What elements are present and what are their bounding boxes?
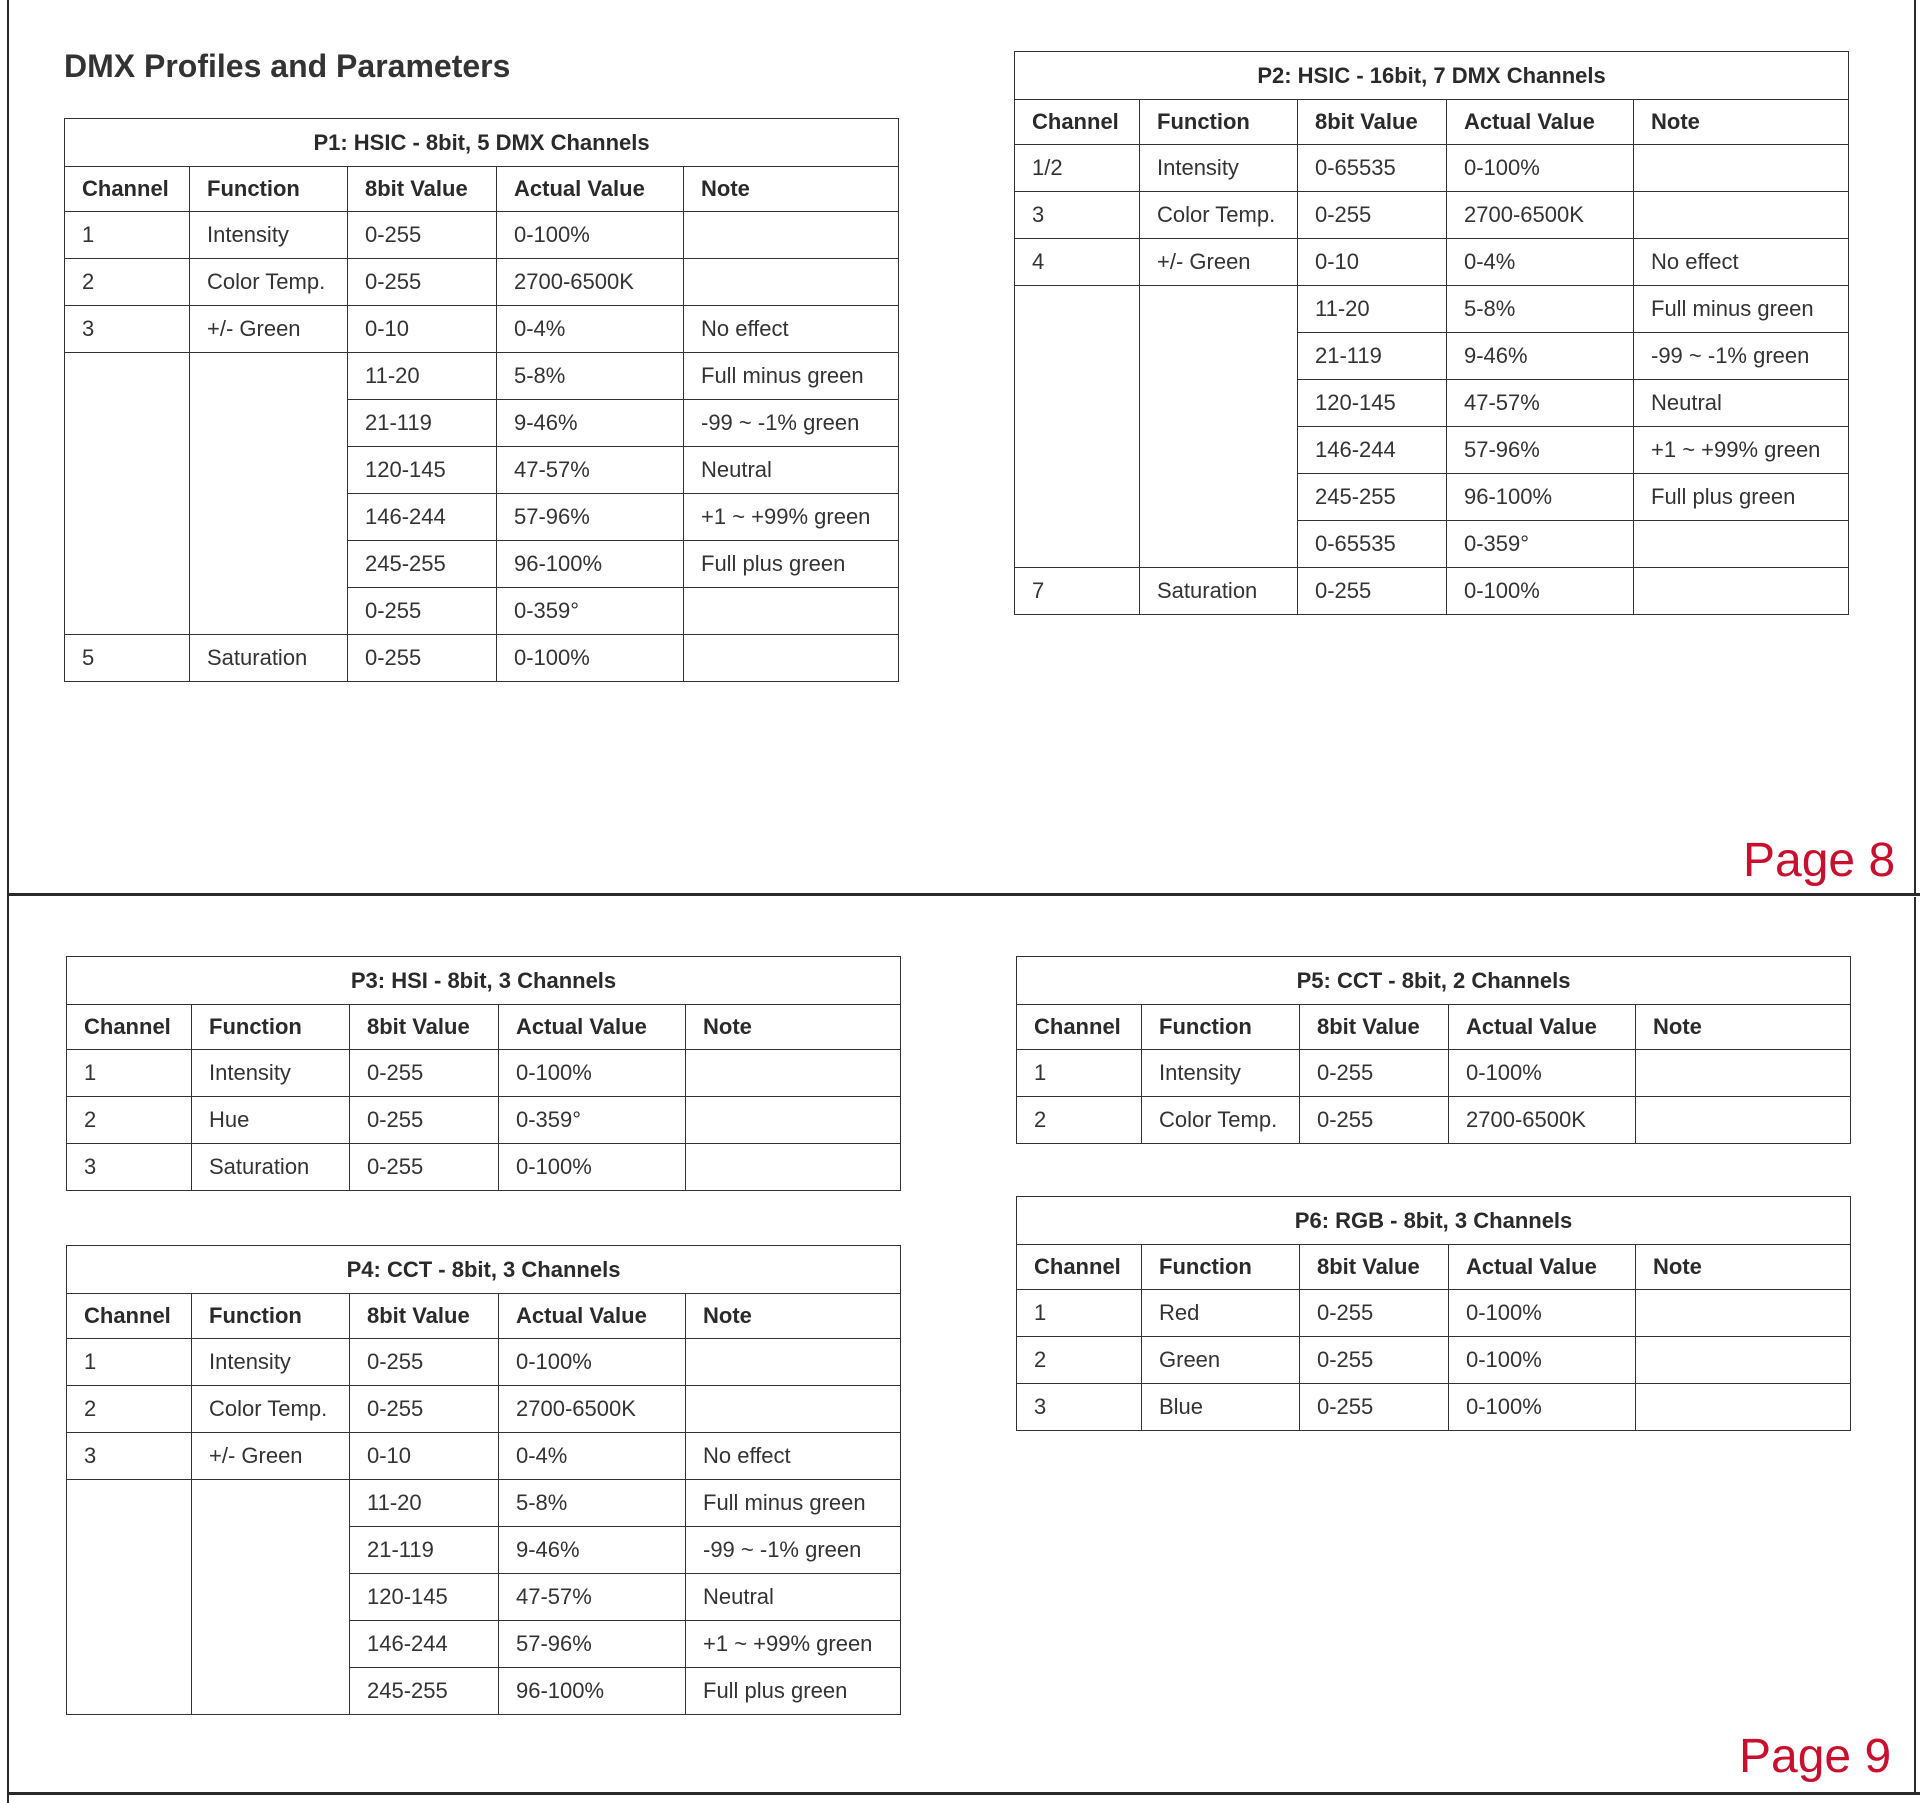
table-row bbox=[65, 635, 899, 682]
table-cell: 9-46% bbox=[497, 400, 684, 447]
table-cell: 47-57% bbox=[497, 447, 684, 494]
table-cell: 120-145 bbox=[1298, 380, 1447, 427]
table-cell: 2 bbox=[67, 1097, 192, 1144]
column-header: Channel bbox=[67, 1005, 192, 1050]
table-cell: 0-100% bbox=[497, 212, 684, 259]
table-cell bbox=[67, 1480, 192, 1715]
page-divider bbox=[7, 893, 1920, 896]
table-cell bbox=[1634, 521, 1849, 568]
table-cell: 3 bbox=[67, 1433, 192, 1480]
column-header: Note bbox=[1636, 1245, 1851, 1290]
table-cell: 0-255 bbox=[348, 635, 497, 682]
table-cell: 1 bbox=[67, 1050, 192, 1097]
table-cell: 0-255 bbox=[350, 1339, 499, 1386]
table-row bbox=[1017, 1290, 1851, 1337]
table-cell: 5-8% bbox=[497, 353, 684, 400]
table-cell: Neutral bbox=[1634, 380, 1849, 427]
table-cell: 4 bbox=[1015, 239, 1140, 286]
column-header: Channel bbox=[65, 167, 190, 212]
table-cell: 1/2 bbox=[1015, 145, 1140, 192]
table-cell bbox=[1636, 1097, 1851, 1144]
table-title-row bbox=[65, 119, 899, 167]
table-cell bbox=[1636, 1337, 1851, 1384]
table-cell: 0-65535 bbox=[1298, 145, 1447, 192]
table-cell: No effect bbox=[1634, 239, 1849, 286]
table-cell: 0-255 bbox=[1300, 1337, 1449, 1384]
table-row bbox=[67, 1433, 901, 1480]
table-cell: 0-255 bbox=[348, 212, 497, 259]
table-cell: No effect bbox=[684, 306, 899, 353]
column-header: Actual Value bbox=[497, 167, 684, 212]
table-cell: 96-100% bbox=[1447, 474, 1634, 521]
table-cell: 3 bbox=[1017, 1384, 1142, 1431]
table-cell: -99 ~ -1% green bbox=[686, 1527, 901, 1574]
table-cell: +1 ~ +99% green bbox=[686, 1621, 901, 1668]
column-header: 8bit Value bbox=[350, 1294, 499, 1339]
dmx-table-p2 bbox=[1014, 51, 1849, 615]
table-cell: 0-255 bbox=[350, 1386, 499, 1433]
table-cell: 2700-6500K bbox=[497, 259, 684, 306]
column-header: Actual Value bbox=[1447, 100, 1634, 145]
table-cell: 0-65535 bbox=[1298, 521, 1447, 568]
table-cell: +/- Green bbox=[192, 1433, 350, 1480]
table-cell: 0-255 bbox=[350, 1097, 499, 1144]
page-number-8: Page 8 bbox=[1743, 834, 1896, 887]
table-cell: Saturation bbox=[192, 1144, 350, 1191]
column-header: Function bbox=[1142, 1245, 1300, 1290]
table-cell: 1 bbox=[65, 212, 190, 259]
column-header: 8bit Value bbox=[1298, 100, 1447, 145]
table-title: P2: HSIC - 16bit, 7 DMX Channels bbox=[1015, 52, 1849, 100]
table-cell: 245-255 bbox=[350, 1668, 499, 1715]
table-cell: Red bbox=[1142, 1290, 1300, 1337]
page-border-right-top bbox=[1914, 0, 1916, 893]
table-cell bbox=[192, 1480, 350, 1715]
table-row bbox=[1017, 1050, 1851, 1097]
table-cell bbox=[1634, 568, 1849, 615]
table-row bbox=[1015, 192, 1849, 239]
table-cell: 5-8% bbox=[499, 1480, 686, 1527]
table-row bbox=[1015, 239, 1849, 286]
table-row bbox=[65, 353, 899, 400]
table-cell: Intensity bbox=[1142, 1050, 1300, 1097]
table-cell: 47-57% bbox=[1447, 380, 1634, 427]
column-header: Note bbox=[684, 167, 899, 212]
table-cell: Full minus green bbox=[686, 1480, 901, 1527]
table-cell bbox=[1636, 1050, 1851, 1097]
column-header: Function bbox=[192, 1005, 350, 1050]
table-cell: Intensity bbox=[192, 1339, 350, 1386]
table-title: P1: HSIC - 8bit, 5 DMX Channels bbox=[65, 119, 899, 167]
table-cell: Full minus green bbox=[684, 353, 899, 400]
table-cell: 0-10 bbox=[1298, 239, 1447, 286]
table-cell: 2 bbox=[1017, 1337, 1142, 1384]
table-cell: 11-20 bbox=[350, 1480, 499, 1527]
table-cell: 57-96% bbox=[499, 1621, 686, 1668]
table-cell: 96-100% bbox=[499, 1668, 686, 1715]
table-cell: 11-20 bbox=[1298, 286, 1447, 333]
table-cell bbox=[684, 212, 899, 259]
table-cell: -99 ~ -1% green bbox=[684, 400, 899, 447]
table-cell: +/- Green bbox=[1140, 239, 1298, 286]
table-cell: 7 bbox=[1015, 568, 1140, 615]
table-title-row bbox=[67, 957, 901, 1005]
table-header-row bbox=[1017, 1245, 1851, 1290]
table-cell: 146-244 bbox=[350, 1621, 499, 1668]
table-cell: Intensity bbox=[190, 212, 348, 259]
table-cell: 21-119 bbox=[350, 1527, 499, 1574]
column-header: Actual Value bbox=[499, 1005, 686, 1050]
column-header: Channel bbox=[67, 1294, 192, 1339]
table-row bbox=[67, 1480, 901, 1527]
page-border-left bbox=[7, 0, 9, 1803]
table-row bbox=[67, 1339, 901, 1386]
table-cell: Color Temp. bbox=[1140, 192, 1298, 239]
table-cell bbox=[684, 588, 899, 635]
table-cell: 1 bbox=[67, 1339, 192, 1386]
table-cell: Intensity bbox=[1140, 145, 1298, 192]
table-row bbox=[1017, 1384, 1851, 1431]
table-cell: 0-255 bbox=[1300, 1050, 1449, 1097]
table-cell bbox=[686, 1339, 901, 1386]
table-cell bbox=[686, 1386, 901, 1433]
column-header: Note bbox=[686, 1294, 901, 1339]
table-cell: 3 bbox=[67, 1144, 192, 1191]
table-cell: 0-100% bbox=[1449, 1050, 1636, 1097]
table-cell bbox=[1634, 145, 1849, 192]
table-row bbox=[67, 1050, 901, 1097]
table-cell: 0-100% bbox=[1447, 568, 1634, 615]
table-cell: 0-4% bbox=[499, 1433, 686, 1480]
table-cell: 96-100% bbox=[497, 541, 684, 588]
table-cell: 9-46% bbox=[499, 1527, 686, 1574]
table-cell: 0-255 bbox=[1298, 568, 1447, 615]
table-cell: Hue bbox=[192, 1097, 350, 1144]
column-header: Channel bbox=[1017, 1245, 1142, 1290]
table-cell: Full plus green bbox=[684, 541, 899, 588]
table-cell bbox=[1634, 192, 1849, 239]
column-header: Channel bbox=[1015, 100, 1140, 145]
table-cell: Saturation bbox=[1140, 568, 1298, 615]
table-cell: +1 ~ +99% green bbox=[684, 494, 899, 541]
table-row bbox=[1015, 145, 1849, 192]
table-title: P6: RGB - 8bit, 3 Channels bbox=[1017, 1197, 1851, 1245]
column-header: 8bit Value bbox=[1300, 1005, 1449, 1050]
table-cell: 0-255 bbox=[350, 1050, 499, 1097]
table-cell bbox=[65, 353, 190, 635]
dmx-table-p6 bbox=[1016, 1196, 1851, 1431]
dmx-table-p1 bbox=[64, 118, 899, 682]
table-cell: 21-119 bbox=[348, 400, 497, 447]
table-cell bbox=[686, 1144, 901, 1191]
table-header-row bbox=[1017, 1005, 1851, 1050]
table-cell: 0-4% bbox=[1447, 239, 1634, 286]
table-title: P5: CCT - 8bit, 2 Channels bbox=[1017, 957, 1851, 1005]
table-header-row bbox=[1015, 100, 1849, 145]
table-cell: 0-255 bbox=[350, 1144, 499, 1191]
column-header: Note bbox=[686, 1005, 901, 1050]
table-cell: 0-359° bbox=[1447, 521, 1634, 568]
table-cell: +/- Green bbox=[190, 306, 348, 353]
table-cell: 11-20 bbox=[348, 353, 497, 400]
table-cell: 2 bbox=[67, 1386, 192, 1433]
table-cell: 146-244 bbox=[348, 494, 497, 541]
table-cell: 2 bbox=[65, 259, 190, 306]
table-cell: Neutral bbox=[686, 1574, 901, 1621]
table-cell: 2700-6500K bbox=[1447, 192, 1634, 239]
table-cell: 0-255 bbox=[348, 588, 497, 635]
table-cell bbox=[684, 635, 899, 682]
table-row bbox=[65, 259, 899, 306]
column-header: Function bbox=[190, 167, 348, 212]
table-cell: 2700-6500K bbox=[499, 1386, 686, 1433]
table-cell: 0-100% bbox=[499, 1050, 686, 1097]
column-header: 8bit Value bbox=[1300, 1245, 1449, 1290]
table-header-row bbox=[67, 1294, 901, 1339]
table-cell bbox=[686, 1050, 901, 1097]
table-cell: Saturation bbox=[190, 635, 348, 682]
table-cell: Full plus green bbox=[686, 1668, 901, 1715]
table-cell: 47-57% bbox=[499, 1574, 686, 1621]
table-row bbox=[67, 1097, 901, 1144]
table-cell: Intensity bbox=[192, 1050, 350, 1097]
table-cell bbox=[1015, 286, 1140, 568]
page-number-9: Page 9 bbox=[1739, 1730, 1892, 1783]
table-cell: 0-100% bbox=[497, 635, 684, 682]
page-border-right-bottom bbox=[1914, 897, 1916, 1792]
table-cell: Green bbox=[1142, 1337, 1300, 1384]
table-cell: 3 bbox=[1015, 192, 1140, 239]
table-cell bbox=[190, 353, 348, 635]
table-title-row bbox=[1017, 957, 1851, 1005]
table-title-row bbox=[1015, 52, 1849, 100]
table-title: P4: CCT - 8bit, 3 Channels bbox=[67, 1246, 901, 1294]
table-cell: 0-255 bbox=[1300, 1384, 1449, 1431]
table-title: P3: HSI - 8bit, 3 Channels bbox=[67, 957, 901, 1005]
table-cell: Color Temp. bbox=[192, 1386, 350, 1433]
table-cell: Blue bbox=[1142, 1384, 1300, 1431]
table-cell: 0-255 bbox=[1300, 1290, 1449, 1337]
column-header: Function bbox=[1140, 100, 1298, 145]
table-cell bbox=[1140, 286, 1298, 568]
table-cell: 0-100% bbox=[499, 1144, 686, 1191]
table-row bbox=[1017, 1097, 1851, 1144]
table-cell: 0-10 bbox=[348, 306, 497, 353]
table-cell: 1 bbox=[1017, 1050, 1142, 1097]
dmx-table-p5 bbox=[1016, 956, 1851, 1144]
table-header-row bbox=[67, 1005, 901, 1050]
table-row bbox=[65, 306, 899, 353]
column-header: Actual Value bbox=[1449, 1245, 1636, 1290]
table-cell: 0-359° bbox=[499, 1097, 686, 1144]
column-header: Function bbox=[192, 1294, 350, 1339]
table-cell: 0-359° bbox=[497, 588, 684, 635]
table-cell bbox=[1636, 1384, 1851, 1431]
table-cell: Color Temp. bbox=[1142, 1097, 1300, 1144]
table-cell bbox=[686, 1097, 901, 1144]
table-cell: No effect bbox=[686, 1433, 901, 1480]
table-row bbox=[1015, 286, 1849, 333]
table-cell: +1 ~ +99% green bbox=[1634, 427, 1849, 474]
table-cell: 0-255 bbox=[1300, 1097, 1449, 1144]
table-cell: 2 bbox=[1017, 1097, 1142, 1144]
column-header: Actual Value bbox=[1449, 1005, 1636, 1050]
table-cell: 0-100% bbox=[1449, 1337, 1636, 1384]
column-header: Note bbox=[1636, 1005, 1851, 1050]
table-cell bbox=[1636, 1290, 1851, 1337]
section-title: DMX Profiles and Parameters bbox=[64, 48, 511, 84]
table-cell: Full plus green bbox=[1634, 474, 1849, 521]
table-cell: 1 bbox=[1017, 1290, 1142, 1337]
table-cell: 9-46% bbox=[1447, 333, 1634, 380]
dmx-table-p3 bbox=[66, 956, 901, 1191]
table-cell: 245-255 bbox=[348, 541, 497, 588]
page-border-bottom bbox=[7, 1792, 1920, 1795]
table-row bbox=[67, 1144, 901, 1191]
table-cell: 5-8% bbox=[1447, 286, 1634, 333]
table-cell: 0-4% bbox=[497, 306, 684, 353]
column-header: Note bbox=[1634, 100, 1849, 145]
table-cell: 0-255 bbox=[348, 259, 497, 306]
table-cell: 0-100% bbox=[499, 1339, 686, 1386]
table-header-row bbox=[65, 167, 899, 212]
table-cell: 0-10 bbox=[350, 1433, 499, 1480]
table-cell: 120-145 bbox=[350, 1574, 499, 1621]
table-title-row bbox=[67, 1246, 901, 1294]
table-cell: 2700-6500K bbox=[1449, 1097, 1636, 1144]
table-cell: 0-255 bbox=[1298, 192, 1447, 239]
table-cell: 3 bbox=[65, 306, 190, 353]
table-title-row bbox=[1017, 1197, 1851, 1245]
column-header: 8bit Value bbox=[350, 1005, 499, 1050]
table-cell: -99 ~ -1% green bbox=[1634, 333, 1849, 380]
table-cell: 0-100% bbox=[1449, 1384, 1636, 1431]
table-cell: 5 bbox=[65, 635, 190, 682]
table-cell: 0-100% bbox=[1447, 145, 1634, 192]
table-row bbox=[67, 1386, 901, 1433]
table-row bbox=[65, 212, 899, 259]
column-header: 8bit Value bbox=[348, 167, 497, 212]
table-cell: Full minus green bbox=[1634, 286, 1849, 333]
table-cell: 57-96% bbox=[497, 494, 684, 541]
dmx-table-p4 bbox=[66, 1245, 901, 1715]
column-header: Actual Value bbox=[499, 1294, 686, 1339]
table-cell: Color Temp. bbox=[190, 259, 348, 306]
table-cell: 0-100% bbox=[1449, 1290, 1636, 1337]
table-cell: 120-145 bbox=[348, 447, 497, 494]
table-cell: Neutral bbox=[684, 447, 899, 494]
table-cell bbox=[684, 259, 899, 306]
table-row bbox=[1015, 568, 1849, 615]
table-cell: 57-96% bbox=[1447, 427, 1634, 474]
table-row bbox=[1017, 1337, 1851, 1384]
table-cell: 146-244 bbox=[1298, 427, 1447, 474]
table-cell: 21-119 bbox=[1298, 333, 1447, 380]
column-header: Function bbox=[1142, 1005, 1300, 1050]
table-cell: 245-255 bbox=[1298, 474, 1447, 521]
column-header: Channel bbox=[1017, 1005, 1142, 1050]
